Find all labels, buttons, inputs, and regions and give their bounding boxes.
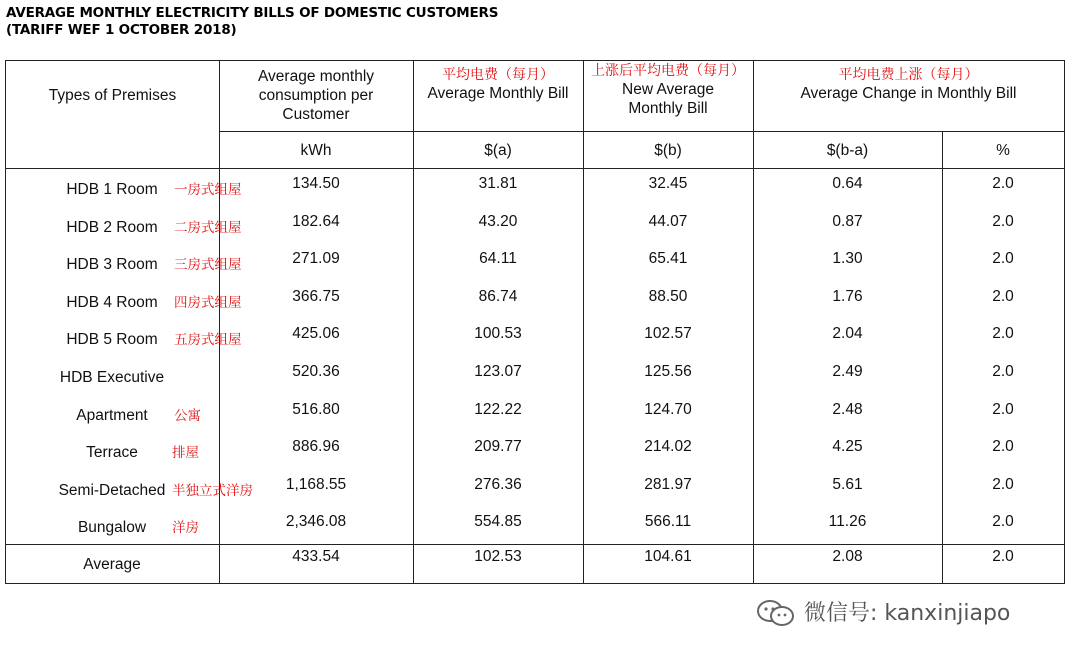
header-change-en: Average Change in Monthly Bill — [800, 85, 1017, 102]
premise-name: HDB 5 Room — [66, 331, 158, 349]
cell-pct: 2.0 — [992, 212, 1014, 230]
cell-b: 125.56 — [644, 363, 692, 380]
cell-kwh: 2,346.08 — [285, 513, 347, 531]
unit-a: $(a) — [484, 142, 512, 159]
unit-b: $(b) — [654, 142, 682, 159]
cell-pct: 2.0 — [992, 325, 1014, 343]
average-pct: 2.0 — [992, 548, 1014, 565]
header-types-of-premises: Types of Premises — [48, 87, 177, 104]
premise-name-zh: 排屋 — [172, 445, 199, 462]
cell-b: 124.70 — [644, 400, 692, 418]
cell-a: 64.11 — [479, 250, 517, 268]
premise-name: HDB Executive — [59, 369, 165, 386]
average-a: 102.53 — [474, 548, 522, 565]
cell-pct: 2.0 — [992, 363, 1014, 380]
cell-b: 44.07 — [648, 212, 688, 230]
cell-kwh: 366.75 — [292, 287, 340, 305]
cell-b: 65.41 — [648, 250, 688, 268]
electricity-bills-table — [5, 60, 1065, 584]
cell-a: 31.81 — [478, 175, 518, 192]
cell-a: 86.74 — [478, 287, 518, 305]
premise-name-zh: 一房式组屋 — [174, 182, 242, 198]
premise-name-zh: 四房式组屋 — [174, 294, 242, 311]
cell-ba: 2.04 — [832, 325, 863, 343]
row-divider — [219, 131, 1064, 132]
cell-ba: 1.30 — [832, 250, 863, 268]
premise-name-zh: 洋房 — [172, 520, 199, 537]
cell-pct: 2.0 — [992, 513, 1014, 531]
cell-ba: 11.26 — [828, 513, 867, 531]
cell-pct: 2.0 — [992, 400, 1014, 418]
average-label: Average — [83, 556, 141, 573]
header-new-bill-en: New Average Monthly Bill — [622, 81, 714, 117]
average-ba: 2.08 — [832, 548, 863, 565]
average-kwh: 433.54 — [292, 548, 340, 565]
premise-name: Semi-Detached — [58, 481, 166, 499]
cell-pct: 2.0 — [992, 175, 1014, 192]
cell-kwh: 425.06 — [292, 325, 340, 343]
premise-name-zh: 公寓 — [174, 407, 201, 424]
cell-kwh: 1,168.55 — [285, 475, 347, 493]
premise-name-zh: 半独立式洋房 — [172, 482, 253, 499]
title-line-2: (TARIFF WEF 1 OCTOBER 2018) — [6, 22, 237, 38]
cell-a: 43.20 — [478, 212, 518, 230]
unit-ba: $(b-a) — [826, 142, 869, 159]
header-new-bill — [583, 62, 753, 118]
premise-name: Apartment — [76, 406, 148, 424]
header-change-zh: 平均电费上涨（每月） — [838, 67, 979, 83]
header-avg-bill-en: Average Monthly Bill — [427, 85, 569, 102]
cell-ba: 4.25 — [832, 438, 863, 456]
row-divider — [6, 168, 1064, 169]
header-new-bill-zh: 上涨后平均电费（每月） — [591, 63, 745, 79]
premise-name: Bungalow — [77, 519, 147, 537]
col-divider — [753, 61, 754, 583]
cell-pct: 2.0 — [992, 438, 1014, 456]
unit-pct: % — [996, 142, 1010, 159]
cell-pct: 2.0 — [992, 287, 1014, 305]
premise-name-zh: 三房式组屋 — [174, 257, 242, 274]
average-b: 104.61 — [644, 548, 692, 565]
cell-a: 123.07 — [474, 363, 522, 380]
cell-kwh: 516.80 — [292, 400, 340, 418]
premise-name: HDB 4 Room — [66, 293, 158, 311]
cell-ba: 5.61 — [832, 475, 863, 493]
cell-b: 102.57 — [644, 325, 692, 343]
premise-name-zh: 二房式组屋 — [174, 219, 242, 236]
col-divider — [583, 61, 584, 583]
header-avg-bill — [413, 66, 583, 103]
cell-kwh: 134.50 — [292, 175, 340, 192]
col-divider — [413, 61, 414, 583]
cell-ba: 0.64 — [832, 175, 863, 192]
unit-kwh: kWh — [300, 142, 332, 159]
header-avg-consumption: Average monthly consumption per Customer — [257, 68, 375, 123]
cell-ba: 2.49 — [832, 363, 863, 380]
cell-ba: 2.48 — [832, 400, 863, 418]
document-title — [6, 5, 498, 39]
premise-name: HDB 2 Room — [66, 218, 158, 236]
cell-pct: 2.0 — [992, 250, 1014, 268]
header-avg-bill-zh: 平均电费（每月） — [442, 67, 554, 83]
cell-kwh: 520.36 — [292, 363, 340, 380]
premise-name-zh: 五房式组屋 — [174, 332, 242, 349]
cell-b: 32.45 — [648, 175, 688, 192]
cell-b: 88.50 — [648, 287, 688, 305]
premise-name: HDB 1 Room — [66, 181, 158, 198]
cell-kwh: 182.64 — [292, 212, 340, 230]
cell-b: 214.02 — [644, 438, 692, 456]
wechat-watermark — [756, 596, 1010, 627]
cell-ba: 1.76 — [832, 287, 863, 305]
title-line-1: AVERAGE MONTHLY ELECTRICITY BILLS OF DOMESTIC CUSTOMERS — [6, 5, 499, 21]
cell-a: 554.85 — [474, 513, 522, 531]
cell-kwh: 271.09 — [292, 250, 340, 268]
cell-ba: 0.87 — [832, 212, 863, 230]
cell-a: 209.77 — [474, 438, 522, 456]
wechat-icon — [756, 599, 796, 625]
cell-a: 276.36 — [474, 475, 522, 493]
row-divider — [6, 544, 1064, 545]
col-divider — [219, 61, 220, 583]
cell-a: 100.53 — [474, 325, 522, 343]
cell-kwh: 886.96 — [292, 438, 340, 456]
cell-b: 281.97 — [644, 475, 692, 493]
cell-a: 122.22 — [474, 400, 522, 418]
cell-b: 566.11 — [644, 513, 692, 531]
premise-name: HDB 3 Room — [66, 256, 158, 274]
header-change — [753, 66, 1064, 103]
cell-pct: 2.0 — [992, 475, 1014, 493]
premise-name: Terrace — [86, 444, 138, 462]
watermark-text: 微信号: kanxinjiapo — [804, 601, 1011, 626]
